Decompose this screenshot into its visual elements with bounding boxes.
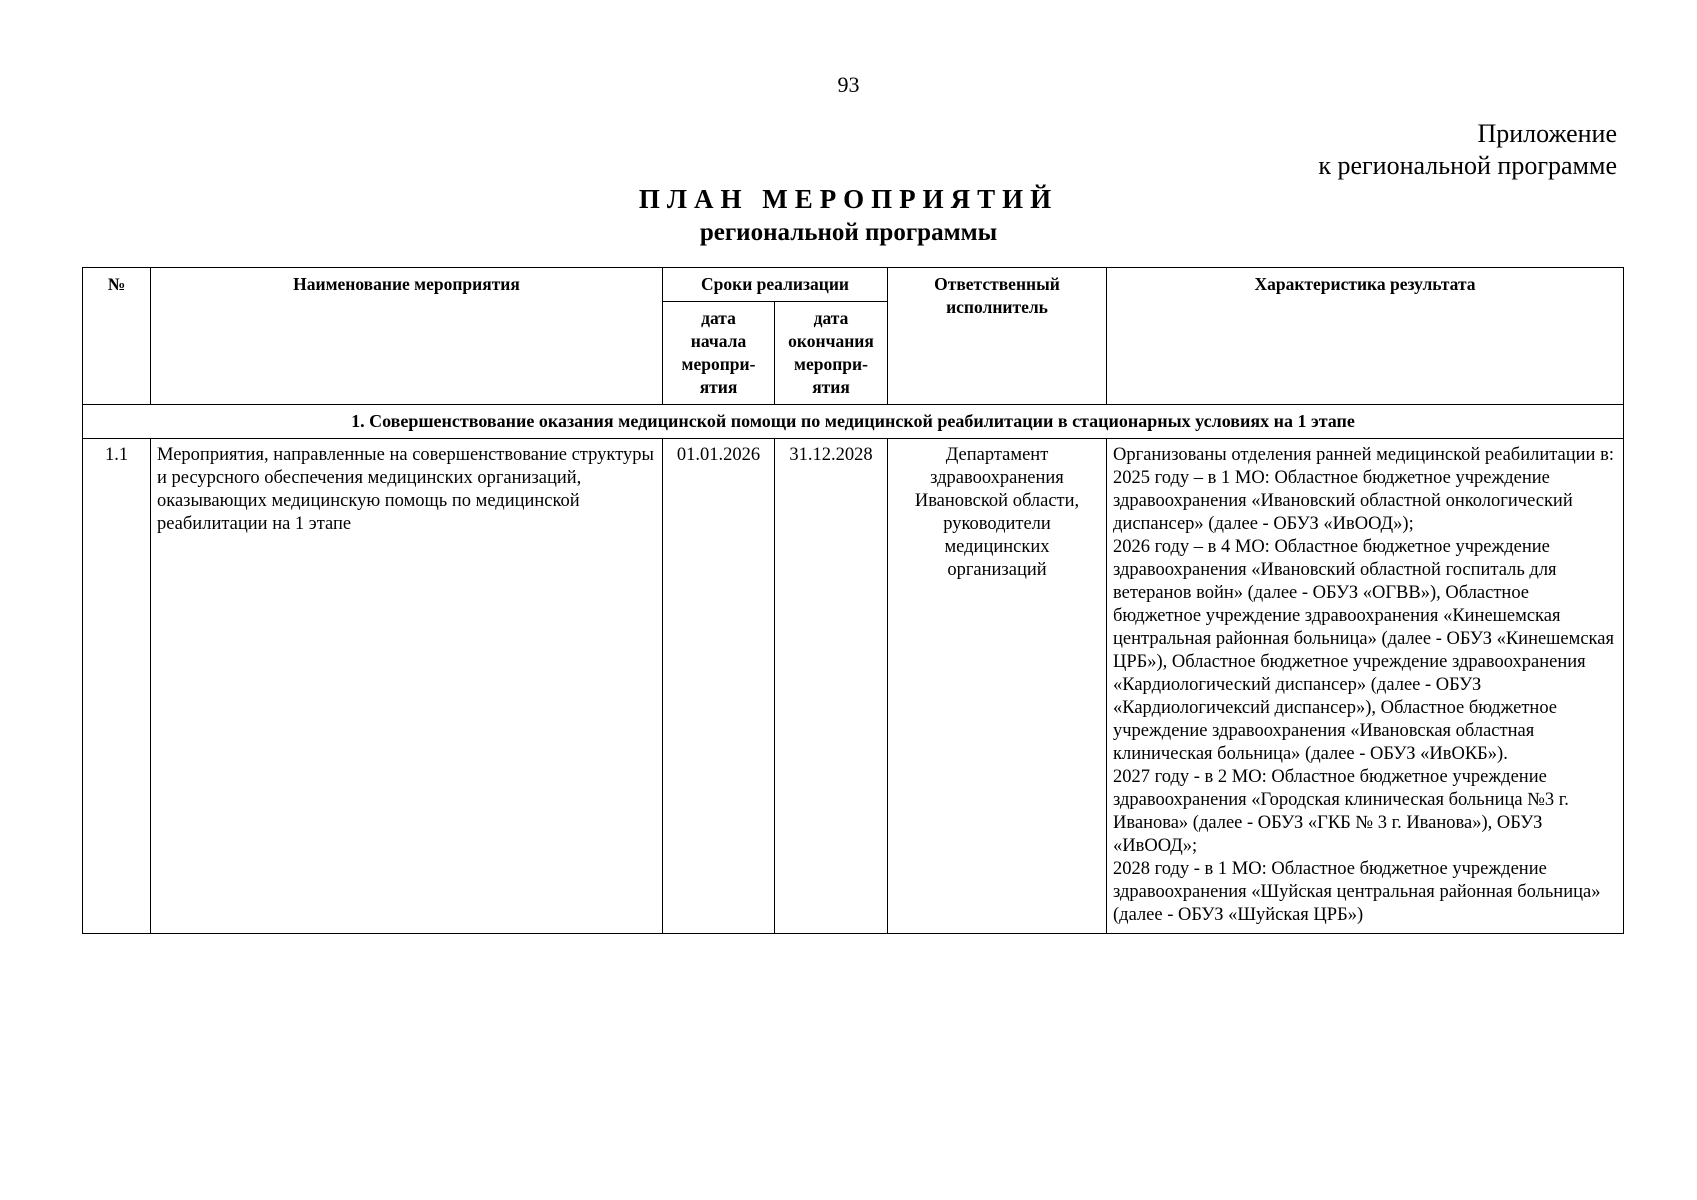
- row-start-date: 01.01.2026: [663, 439, 775, 934]
- result-paragraph: Организованы отделения ранней медицинской реабилитации в:: [1113, 445, 1614, 465]
- header-executor: Ответственный исполнитель: [888, 268, 1107, 405]
- header-start-line: меропри-: [681, 354, 756, 374]
- row-name: Мероприятия, направленные на совершенствование структуры и ресурсного обеспечения медицинских организаций, оказывающих медицинскую помощь по медицинской реабилитации на 1 этапе: [151, 439, 663, 934]
- table-row: [83, 439, 1624, 934]
- section-title: 1. Совершенствование оказания медицинской помощи по медицинской реабилитации в стационарных условиях на 1 этапе: [83, 405, 1624, 439]
- row-executor: Департамент здравоохранения Ивановской области, руководители медицинских организаций: [888, 439, 1107, 934]
- title-line-2: региональной программы: [699, 219, 998, 246]
- document-title: [0, 182, 1697, 250]
- appendix-note: [1318, 118, 1617, 182]
- row-num: 1.1: [83, 439, 151, 934]
- header-row: [83, 268, 1624, 302]
- page-number: 93: [837, 72, 860, 97]
- plan-table: [82, 267, 1624, 934]
- header-terms: Сроки реализации: [663, 268, 888, 302]
- header-start-date: [663, 302, 775, 405]
- result-paragraph: 2025 году – в 1 МО: Областное бюджетное учреждение здравоохранения «Ивановский областной онкологический диспансер» (далее - ОБУЗ «ИвООД»);: [1113, 468, 1573, 534]
- header-end-line: ятия: [812, 377, 850, 397]
- header-start-line: ятия: [699, 377, 738, 397]
- header-end-line: дата: [813, 308, 849, 328]
- result-paragraph: 2028 году - в 1 МО: Областное бюджетное учреждение здравоохранения «Шуйская центральная районная больница» (далее - ОБУЗ «Шуйская ЦРБ»): [1113, 859, 1601, 925]
- appendix-line-1: Приложение: [1477, 119, 1617, 148]
- row-end-date: 31.12.2028: [775, 439, 888, 934]
- title-line-1: ПЛАН МЕРОПРИЯТИЙ: [638, 184, 1059, 214]
- header-end-line: окончания: [788, 331, 874, 351]
- row-result: [1107, 439, 1624, 934]
- header-start-line: начала: [690, 331, 747, 351]
- appendix-line-2: к региональной программе: [1318, 151, 1617, 180]
- header-num: №: [83, 268, 151, 405]
- result-paragraph: 2027 году - в 2 МО: Областное бюджетное учреждение здравоохранения «Городская клиническая больница №3 г. Иванова» (далее - ОБУЗ «ГКБ № 3 г. Иванова»), ОБУЗ «ИвООД»;: [1113, 767, 1569, 856]
- header-end-line: меропри-: [794, 354, 868, 374]
- header-end-date: [775, 302, 888, 405]
- header-name: Наименование мероприятия: [151, 268, 663, 405]
- header-start-line: дата: [701, 308, 736, 328]
- header-result: Характеристика результата: [1107, 268, 1624, 405]
- result-paragraph: 2026 году – в 4 МО: Областное бюджетное учреждение здравоохранения «Ивановский областной госпиталь для ветеранов войн» (далее - ОБУЗ «ОГВВ»), Областное бюджетное учреждение здравоохранения «Кинешемская центральная районная больница» (далее - ОБУЗ «Кинешемская ЦРБ»), Областное бюджетное учреждение здравоохранения «Кардиологический диспансер» (далее - ОБУЗ «Кардиологичексий диспансер»), Областное бюджетное учреждение здравоохранения «Ивановская областная клиническая больница» (далее - ОБУЗ «ИвОКБ»).: [1113, 537, 1614, 764]
- section-row: [83, 405, 1624, 439]
